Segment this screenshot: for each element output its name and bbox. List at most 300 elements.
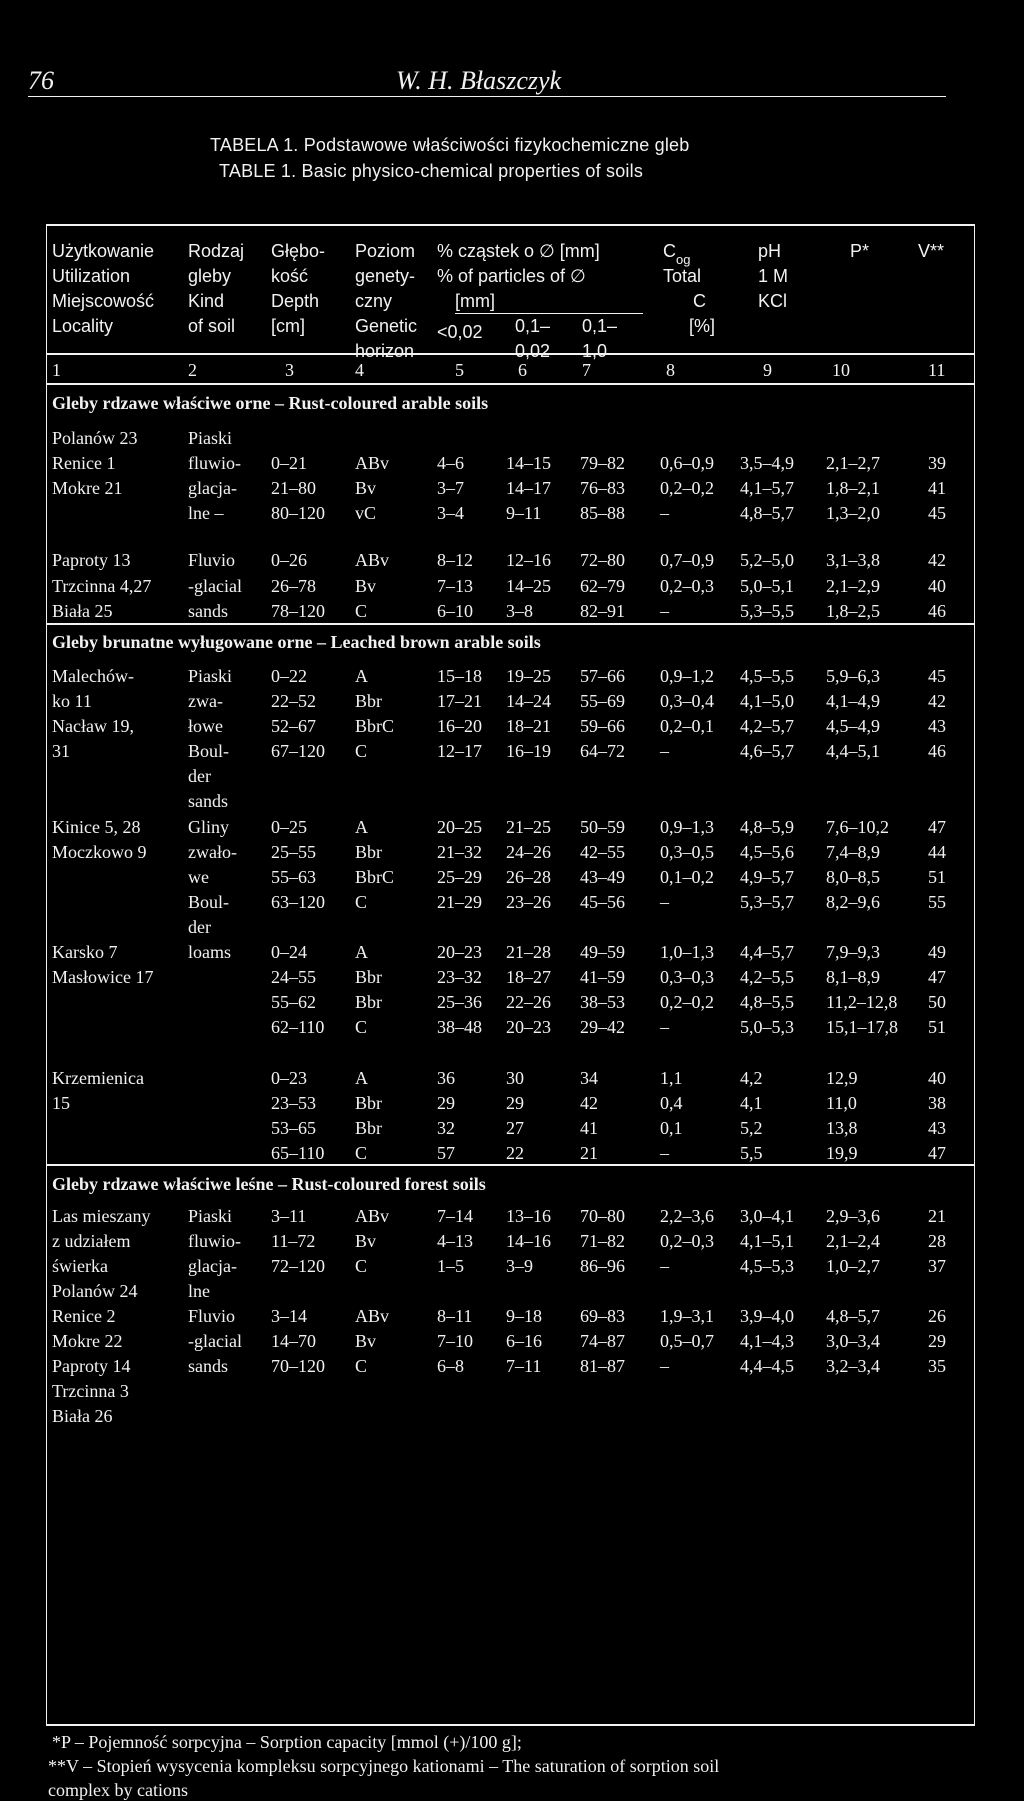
table-cell: 4–6 xyxy=(437,453,464,473)
table-cell: 34 xyxy=(580,1068,598,1088)
table-cell: 4,8–5,9 xyxy=(740,817,794,837)
table-cell: 63–120 xyxy=(271,892,325,912)
table-cell: Bbr xyxy=(355,967,382,987)
table-cell: sands xyxy=(188,791,228,811)
column-header: 0,02 xyxy=(515,341,551,361)
table-cell: 46 xyxy=(928,741,946,761)
table-cell: Bbr xyxy=(355,1093,382,1113)
table-cell: zwa- xyxy=(188,691,223,711)
column-number: 5 xyxy=(455,360,464,380)
column-header: czny xyxy=(355,291,393,311)
table-cell: 0,4 xyxy=(660,1093,683,1113)
table-cell: Karsko 7 xyxy=(52,942,118,962)
table-cell: 16–20 xyxy=(437,716,482,736)
table-cell: Fluvio xyxy=(188,1306,236,1326)
table-cell: lne xyxy=(188,1281,210,1301)
header-rule-1 xyxy=(46,353,975,355)
table-cell: 24–55 xyxy=(271,967,316,987)
table-cell: 40 xyxy=(928,576,946,596)
table-cell: 1–5 xyxy=(437,1256,464,1276)
table-cell: 22–52 xyxy=(271,691,316,711)
table-cell: 29 xyxy=(506,1093,524,1113)
table-cell: 13–16 xyxy=(506,1206,551,1226)
table-cell: C xyxy=(355,1143,368,1163)
table-cell: 45 xyxy=(928,503,946,523)
column-header: gleby xyxy=(188,266,232,286)
table-cell: 5,0–5,1 xyxy=(740,576,794,596)
table-cell: 22–26 xyxy=(506,992,551,1012)
column-header: Depth xyxy=(271,291,320,311)
table-cell: 29 xyxy=(437,1093,455,1113)
table-cell: – xyxy=(660,1256,669,1276)
table-cell: 0,9–1,3 xyxy=(660,817,714,837)
table-cell: Bv xyxy=(355,1331,377,1351)
table-cell: 7,4–8,9 xyxy=(826,842,880,862)
table-cell: 7,6–10,2 xyxy=(826,817,889,837)
column-header: [cm] xyxy=(271,316,305,336)
table-cell: 76–83 xyxy=(580,478,625,498)
table-cell: 72–120 xyxy=(271,1256,325,1276)
table-cell: 0,2–0,1 xyxy=(660,716,714,736)
table-cell: – xyxy=(660,1143,669,1163)
table-cell: 43 xyxy=(928,1118,946,1138)
table-cell: 29 xyxy=(928,1331,946,1351)
column-header: C xyxy=(663,241,676,261)
column-header: [%] xyxy=(689,316,716,336)
table-cell: 24–26 xyxy=(506,842,551,862)
table-cell: Mokre 22 xyxy=(52,1331,123,1351)
table-cell: łowe xyxy=(188,716,223,736)
table-cell: lne – xyxy=(188,503,224,523)
table-cell: 3–4 xyxy=(437,503,464,523)
table-cell: 65–110 xyxy=(271,1143,325,1163)
table-cell: 72–80 xyxy=(580,550,625,570)
table-cell: 5,3–5,5 xyxy=(740,601,794,621)
table-cell: 3,0–3,4 xyxy=(826,1331,880,1351)
table-cell: 44 xyxy=(928,842,946,862)
table-cell: 67–120 xyxy=(271,741,325,761)
cog-subscript: og xyxy=(676,252,691,267)
table-cell: Boul- xyxy=(188,892,230,912)
table-cell: -glacial xyxy=(188,576,242,596)
table-cell: 0,3–0,4 xyxy=(660,691,714,711)
table-cell: Las mieszany xyxy=(52,1206,151,1226)
table-cell: 1,0–2,7 xyxy=(826,1256,880,1276)
table-cell: 20–23 xyxy=(437,942,482,962)
table-cell: 4,8–5,7 xyxy=(826,1306,880,1326)
table-cell: 35 xyxy=(928,1356,946,1376)
table-cell: 4,1–5,7 xyxy=(740,478,794,498)
table-cell: 4,1–4,3 xyxy=(740,1331,794,1351)
table-cell: 6–8 xyxy=(437,1356,464,1376)
table-cell: 16–19 xyxy=(506,741,551,761)
table-cell: fluwio- xyxy=(188,453,241,473)
table-cell: 0–25 xyxy=(271,817,307,837)
table-cell: loams xyxy=(188,942,231,962)
table-cell: 30 xyxy=(506,1068,524,1088)
table-cell: 6–10 xyxy=(437,601,473,621)
table-cell: 0,9–1,2 xyxy=(660,666,714,686)
column-number: 9 xyxy=(763,360,772,380)
footnote-v-cont: complex by cations xyxy=(48,1780,188,1800)
table-cell: 41–59 xyxy=(580,967,625,987)
table-cell: 74–87 xyxy=(580,1331,625,1351)
column-header: KCl xyxy=(758,291,788,311)
table-cell: 55 xyxy=(928,892,946,912)
table-cell: 29–42 xyxy=(580,1017,625,1037)
column-number: 7 xyxy=(582,360,591,380)
table-cell: Bbr xyxy=(355,691,382,711)
table-cell: 0–23 xyxy=(271,1068,307,1088)
table-cell: 64–72 xyxy=(580,741,625,761)
column-number: 4 xyxy=(355,360,364,380)
table-cell: 55–69 xyxy=(580,691,625,711)
table-cell: Mokre 21 xyxy=(52,478,123,498)
table-cell: 31 xyxy=(52,741,70,761)
table-cell: der xyxy=(188,917,211,937)
table-cell: 4,9–5,7 xyxy=(740,867,794,887)
table-cell: 4,1–5,1 xyxy=(740,1231,794,1251)
table-cell: 42–55 xyxy=(580,842,625,862)
table-cell: 85–88 xyxy=(580,503,625,523)
table-cell: A xyxy=(355,942,368,962)
column-header: C xyxy=(693,291,706,311)
column-header: Rodzaj xyxy=(188,241,245,261)
table-cell: Trzcinna 3 xyxy=(52,1381,129,1401)
table-cell: Masłowice 17 xyxy=(52,967,154,987)
table-cell: C xyxy=(355,1017,368,1037)
table-cell: 7–10 xyxy=(437,1331,473,1351)
column-header: pH xyxy=(758,241,782,261)
table-cell: 19–25 xyxy=(506,666,551,686)
table-cell: glacja- xyxy=(188,1256,237,1276)
column-header: V** xyxy=(918,241,945,261)
table-cell: 3–9 xyxy=(506,1256,533,1276)
table-cell: Biała 25 xyxy=(52,601,113,621)
table-cell: vC xyxy=(355,503,377,523)
table-cell: 7,9–9,3 xyxy=(826,942,880,962)
table-cell: 3–11 xyxy=(271,1206,307,1226)
table-cell: 0,3–0,3 xyxy=(660,967,714,987)
table-cell: ABv xyxy=(355,453,390,473)
table-cell: – xyxy=(660,741,669,761)
table-cell: 21–28 xyxy=(506,942,551,962)
table-cell: 57–66 xyxy=(580,666,625,686)
table-cell: Krzemienica xyxy=(52,1068,144,1088)
table-cell: Polanów 24 xyxy=(52,1281,138,1301)
table-cell: 28 xyxy=(928,1231,946,1251)
column-number: 10 xyxy=(832,360,850,380)
table-cell: 12,9 xyxy=(826,1068,858,1088)
table-cell: 25–55 xyxy=(271,842,316,862)
table-cell: 32 xyxy=(437,1118,455,1138)
table-cell: 39 xyxy=(928,453,946,473)
table-cell: 26 xyxy=(928,1306,946,1326)
header-rule xyxy=(28,96,946,97)
table-cell: 55–63 xyxy=(271,867,316,887)
table-cell: Polanów 23 xyxy=(52,428,138,448)
table-cell: 1,0–1,3 xyxy=(660,942,714,962)
table-cell: 1,3–2,0 xyxy=(826,503,880,523)
table-cell: 15,1–17,8 xyxy=(826,1017,898,1037)
table-cell: 5,5 xyxy=(740,1143,763,1163)
table-cell: 42 xyxy=(928,691,946,711)
table-cell: 8,1–8,9 xyxy=(826,967,880,987)
table-cell: 7–13 xyxy=(437,576,473,596)
table-cell: 2,1–2,9 xyxy=(826,576,880,596)
table-cell: 3–14 xyxy=(271,1306,307,1326)
table-cell: 4,5–5,5 xyxy=(740,666,794,686)
table-cell: 14–15 xyxy=(506,453,551,473)
table-cell: świerka xyxy=(52,1256,108,1276)
table-cell: Piaski xyxy=(188,428,233,448)
table-cell: 0,5–0,7 xyxy=(660,1331,714,1351)
table-cell: 4,4–4,5 xyxy=(740,1356,794,1376)
table-cell: 23–32 xyxy=(437,967,482,987)
table-cell: 20–25 xyxy=(437,817,482,837)
table-cell: A xyxy=(355,817,368,837)
column-header: Genetic xyxy=(355,316,418,336)
table-cell: 38–53 xyxy=(580,992,625,1012)
column-number: 1 xyxy=(52,360,61,380)
table-cell: Biała 26 xyxy=(52,1406,113,1426)
table-cell: 49 xyxy=(928,942,946,962)
table-cell: 4,4–5,7 xyxy=(740,942,794,962)
table-cell: Bbr xyxy=(355,992,382,1012)
table-cell: 86–96 xyxy=(580,1256,625,1276)
table-cell: 51 xyxy=(928,867,946,887)
column-header: Total xyxy=(663,266,702,286)
table-cell: 3,0–4,1 xyxy=(740,1206,794,1226)
table-cell: A xyxy=(355,1068,368,1088)
table-cell: 71–82 xyxy=(580,1231,625,1251)
table-cell: 21–29 xyxy=(437,892,482,912)
running-author: W. H. Błaszczyk xyxy=(396,66,562,95)
table-cell: 43 xyxy=(928,716,946,736)
table-cell: 3,1–3,8 xyxy=(826,550,880,570)
table-cell: 4,5–4,9 xyxy=(826,716,880,736)
table-cell: 0,6–0,9 xyxy=(660,453,714,473)
table-cell: 15 xyxy=(52,1093,70,1113)
table-cell: 38 xyxy=(928,1093,946,1113)
column-header: Utilization xyxy=(52,266,131,286)
table-cell: 3–8 xyxy=(506,601,533,621)
table-cell: 45–56 xyxy=(580,892,625,912)
table-cell: 3–7 xyxy=(437,478,464,498)
table-top-rule xyxy=(46,224,975,226)
table-cell: 4,4–5,1 xyxy=(826,741,880,761)
table-cell: 8,2–9,6 xyxy=(826,892,880,912)
table-cell: 50 xyxy=(928,992,946,1012)
table-cell: 14–17 xyxy=(506,478,551,498)
column-number: 3 xyxy=(285,360,294,380)
column-header: [mm] xyxy=(455,291,495,311)
table-cell: 4,8–5,5 xyxy=(740,992,794,1012)
table-cell: Bv xyxy=(355,576,377,596)
table-cell: 14–24 xyxy=(506,691,551,711)
table-cell: 4,2 xyxy=(740,1068,763,1088)
table-cell: 0–21 xyxy=(271,453,307,473)
column-header: of soil xyxy=(188,316,236,336)
table-cell: ABv xyxy=(355,1206,390,1226)
table-cell: 0–26 xyxy=(271,550,307,570)
table-cell: 81–87 xyxy=(580,1356,625,1376)
table-cell: – xyxy=(660,892,669,912)
table-cell: 0,2–0,3 xyxy=(660,1231,714,1251)
table-cell: 0–22 xyxy=(271,666,307,686)
table-cell: 79–82 xyxy=(580,453,625,473)
table-cell: 47 xyxy=(928,1143,946,1163)
table-cell: der xyxy=(188,766,211,786)
column-header: horizon xyxy=(355,341,415,361)
table-cell: Malechów- xyxy=(52,666,134,686)
table-cell: 52–67 xyxy=(271,716,316,736)
table-cell: 19,9 xyxy=(826,1143,858,1163)
table-cell: Fluvio xyxy=(188,550,236,570)
table-cell: 51 xyxy=(928,1017,946,1037)
table-cell: 4–13 xyxy=(437,1231,473,1251)
column-header: 0,1– xyxy=(582,316,618,336)
table-cell: 4,6–5,7 xyxy=(740,741,794,761)
table-cell: 23–26 xyxy=(506,892,551,912)
table-cell: 11–72 xyxy=(271,1231,316,1251)
table-cell: 21–25 xyxy=(506,817,551,837)
table-cell: Bbr xyxy=(355,842,382,862)
table-cell: 5,2–5,0 xyxy=(740,550,794,570)
table-cell: ko 11 xyxy=(52,691,92,711)
column-header: <0,02 xyxy=(437,322,483,342)
table-cell: Piaski xyxy=(188,1206,233,1226)
table-cell: 18–27 xyxy=(506,967,551,987)
table-cell: 9–11 xyxy=(506,503,542,523)
column-header: % cząstek o ∅ [mm] xyxy=(437,241,600,261)
table-cell: 14–16 xyxy=(506,1231,551,1251)
column-header: 0,1– xyxy=(515,316,551,336)
table-cell: 22 xyxy=(506,1143,524,1163)
table-cell: 4,1 xyxy=(740,1093,763,1113)
table-cell: 2,2–3,6 xyxy=(660,1206,714,1226)
table-cell: C xyxy=(355,892,368,912)
table-cell: 1,8–2,1 xyxy=(826,478,880,498)
table-cell: 59–66 xyxy=(580,716,625,736)
table-cell: 0–24 xyxy=(271,942,307,962)
table-cell: 9–18 xyxy=(506,1306,542,1326)
table-cell: 1,9–3,1 xyxy=(660,1306,714,1326)
table-cell: Boul- xyxy=(188,741,230,761)
table-cell: 42 xyxy=(928,550,946,570)
table-cell: 7–11 xyxy=(506,1356,542,1376)
footnote-p: *P – Pojemność sorpcyjna – Sorption capacity [mmol (+)/100 g]; xyxy=(52,1732,522,1752)
table-cell: – xyxy=(660,1356,669,1376)
table-cell: 20–23 xyxy=(506,1017,551,1037)
table-cell: Paproty 13 xyxy=(52,550,131,570)
table-cell: 0,2–0,2 xyxy=(660,992,714,1012)
header-rule-2 xyxy=(46,383,975,385)
table-cell: 82–91 xyxy=(580,601,625,621)
section-heading: Gleby rdzawe właściwe leśne – Rust-coloured forest soils xyxy=(52,1174,486,1194)
table-cell: 14–25 xyxy=(506,576,551,596)
table-cell: 3,2–3,4 xyxy=(826,1356,880,1376)
table-cell: glacja- xyxy=(188,478,237,498)
table-cell: 41 xyxy=(928,478,946,498)
table-cell: 21–80 xyxy=(271,478,316,498)
table-cell: ABv xyxy=(355,550,390,570)
table-cell: sands xyxy=(188,601,228,621)
table-cell: Nacław 19, xyxy=(52,716,134,736)
table-cell: 42 xyxy=(580,1093,598,1113)
section-heading: Gleby rdzawe właściwe orne – Rust-coloured arable soils xyxy=(52,393,489,413)
table-cell: we xyxy=(188,867,209,887)
table-cell: 4,8–5,7 xyxy=(740,503,794,523)
table-cell: 46 xyxy=(928,601,946,621)
table-cell: C xyxy=(355,741,368,761)
table-cell: 25–29 xyxy=(437,867,482,887)
table-cell: 25–36 xyxy=(437,992,482,1012)
table-cell: zwało- xyxy=(188,842,237,862)
table-cell: 0,2–0,3 xyxy=(660,576,714,596)
table-cell: Kinice 5, 28 xyxy=(52,817,141,837)
table-cell: 4,2–5,5 xyxy=(740,967,794,987)
table-cell: 70–80 xyxy=(580,1206,625,1226)
table-cell: fluwio- xyxy=(188,1231,241,1251)
table-cell: sands xyxy=(188,1356,228,1376)
table-cell: 62–79 xyxy=(580,576,625,596)
table-cell: 12–17 xyxy=(437,741,482,761)
table-cell: – xyxy=(660,601,669,621)
table-cell: 4,1–4,9 xyxy=(826,691,880,711)
table-cell: 70–120 xyxy=(271,1356,325,1376)
table-cell: 26–28 xyxy=(506,867,551,887)
table-cell: 15–18 xyxy=(437,666,482,686)
table-cell: 43–49 xyxy=(580,867,625,887)
table-cell: 8,0–8,5 xyxy=(826,867,880,887)
column-number: 11 xyxy=(928,360,946,380)
table-cell: C xyxy=(355,1256,368,1276)
table-cell: 21 xyxy=(580,1143,598,1163)
column-header: % of particles of ∅ xyxy=(437,266,586,286)
column-header: Miejscowość xyxy=(52,291,155,311)
table-cell: 2,1–2,4 xyxy=(826,1231,880,1251)
table-cell: 18–21 xyxy=(506,716,551,736)
table-cell: 5,2 xyxy=(740,1118,763,1138)
footnote-v: **V – Stopień wysycenia kompleksu sorpcyjnego kationami – The saturation of sorption soil xyxy=(48,1756,720,1776)
table-cell: 3,5–4,9 xyxy=(740,453,794,473)
column-header: 1 M xyxy=(758,266,789,286)
section-heading: Gleby brunatne wyługowane orne – Leached brown arable soils xyxy=(52,632,541,652)
table-cell: ABv xyxy=(355,1306,390,1326)
table-cell: 49–59 xyxy=(580,942,625,962)
page-number: 76 xyxy=(28,66,54,95)
table-cell: 23–53 xyxy=(271,1093,316,1113)
table-cell: 3,9–4,0 xyxy=(740,1306,794,1326)
table-cell: 27 xyxy=(506,1118,524,1138)
table-cell: Renice 2 xyxy=(52,1306,116,1326)
column-header: Kind xyxy=(188,291,225,311)
table-cell: 11,2–12,8 xyxy=(826,992,898,1012)
table-cell: 2,9–3,6 xyxy=(826,1206,880,1226)
table-cell: Bv xyxy=(355,478,377,498)
table-cell: 57 xyxy=(437,1143,455,1163)
column-header: Użytkowanie xyxy=(52,241,155,261)
column-header: 1,0 xyxy=(582,341,608,361)
table-cell: z udziałem xyxy=(52,1231,131,1251)
caption-en: TABLE 1. Basic physico-chemical properties of soils xyxy=(219,161,644,181)
table-cell: 17–21 xyxy=(437,691,482,711)
table-cell: 4,1–5,0 xyxy=(740,691,794,711)
column-header: P* xyxy=(850,241,870,261)
table-cell: 21–32 xyxy=(437,842,482,862)
table-cell: – xyxy=(660,503,669,523)
